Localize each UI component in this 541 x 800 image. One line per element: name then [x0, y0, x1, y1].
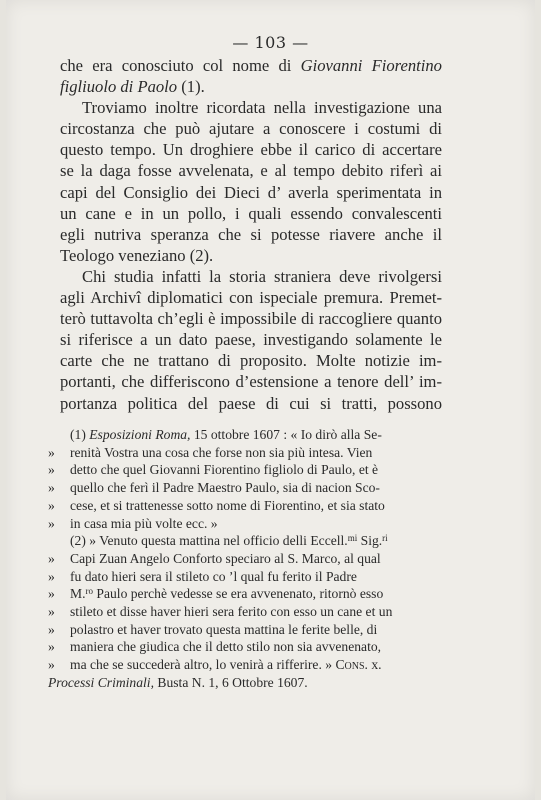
- body-line: egli nutriva speranza che si potesse riavere anche il: [60, 224, 442, 244]
- footnote-line: » ma che se succederà altro, lo venirà a rifferire. » Cons. x.: [48, 657, 382, 673]
- body-line: portanti, che differiscono d’estensione a tenore dell’ im-: [60, 372, 442, 392]
- footnote-line: » renità Vostra una cosa che forse non sia più intesa. Vien: [48, 444, 373, 460]
- footnote-line: » polastro et haver trovato questa mattina le ferite belle, di: [48, 621, 378, 637]
- body-line: se la daga fosse avvelenata, e al tempo debito riferì ai: [60, 161, 442, 181]
- footnote-line: » Capi Zuan Angelo Conforto speciaro al S. Marco, al qual: [48, 550, 381, 566]
- footnote-line: » quello che ferì il Padre Maestro Paulo, sia di nacion Sco-: [48, 480, 380, 496]
- body-line: questo tempo. Un droghiere ebbe il carico di accertare: [60, 140, 442, 160]
- body-line: figliuolo di Paolo (1).: [60, 77, 205, 97]
- footnote-line: » M.$^{ro}$ Paulo perchè vedesse se era avvenenato, ritornò esso: [48, 586, 384, 602]
- footnote-line: » in casa mia più volte ecc. »: [48, 515, 218, 531]
- body-line: circostanza che può ajutare a conoscere i costumi di: [60, 119, 442, 139]
- body-line: portanza politica del paese di cui si tratti, possono: [60, 393, 442, 413]
- body-line: agli Archivî diplomatici con ispeciale premura. Premet-: [60, 288, 442, 308]
- body-line: un cane e in un pollo, i quali essendo convalescenti: [60, 203, 442, 223]
- body-line: Teologo veneziano (2).: [60, 245, 214, 265]
- body-line: Chi studia infatti la storia straniera deve rivolgersi: [82, 266, 442, 286]
- body-line: che era conosciuto col nome di Giovanni Fiorentino: [60, 56, 442, 75]
- body-line: carte che ne trattano di proposito. Molte notizie im-: [60, 351, 442, 371]
- footnote-line: » cese, et si trattenesse sotto nome di Fiorentino, et sia stato: [48, 497, 385, 513]
- footnote-line: » detto che quel Giovanni Fiorentino figliolo di Paulo, et è: [48, 462, 379, 478]
- footnote-line: » fu dato hieri sera il stileto co ’l qual fu ferito il Padre: [48, 568, 357, 584]
- footnote-line: » stileto et disse haver hieri sera ferito con esso un cane et un: [48, 604, 393, 620]
- footnote-line: (2) » Venuto questa mattina nel officio delli Eccell.$^{mi}$ Sig.$^{ri}$: [70, 533, 388, 549]
- body-line: Troviamo inoltre ricordata nella investigazione una: [82, 98, 442, 118]
- footnote-line: » maniera che giudica che il detto stilo non sia avvenenato,: [48, 639, 382, 655]
- footnote-line: Processi Criminali, Busta N. 1, 6 Ottobre 1607.: [48, 674, 308, 690]
- body-line: terò tuttavolta ch’egli è impossibile di raccogliere quanto: [60, 309, 442, 329]
- body-line: capi del Consiglio dei Dieci d’ averla sperimentata in: [60, 182, 442, 202]
- body-text: [60, 55, 442, 414]
- footnote-line: (1) Esposizioni Roma, 15 ottobre 1607 : « Io dirò alla Se-: [70, 427, 382, 442]
- page-number: — 103 —: [232, 33, 309, 52]
- body-line: si riferisce a un dato paese, investigando solamente le: [60, 330, 442, 350]
- footnotes: [48, 426, 440, 692]
